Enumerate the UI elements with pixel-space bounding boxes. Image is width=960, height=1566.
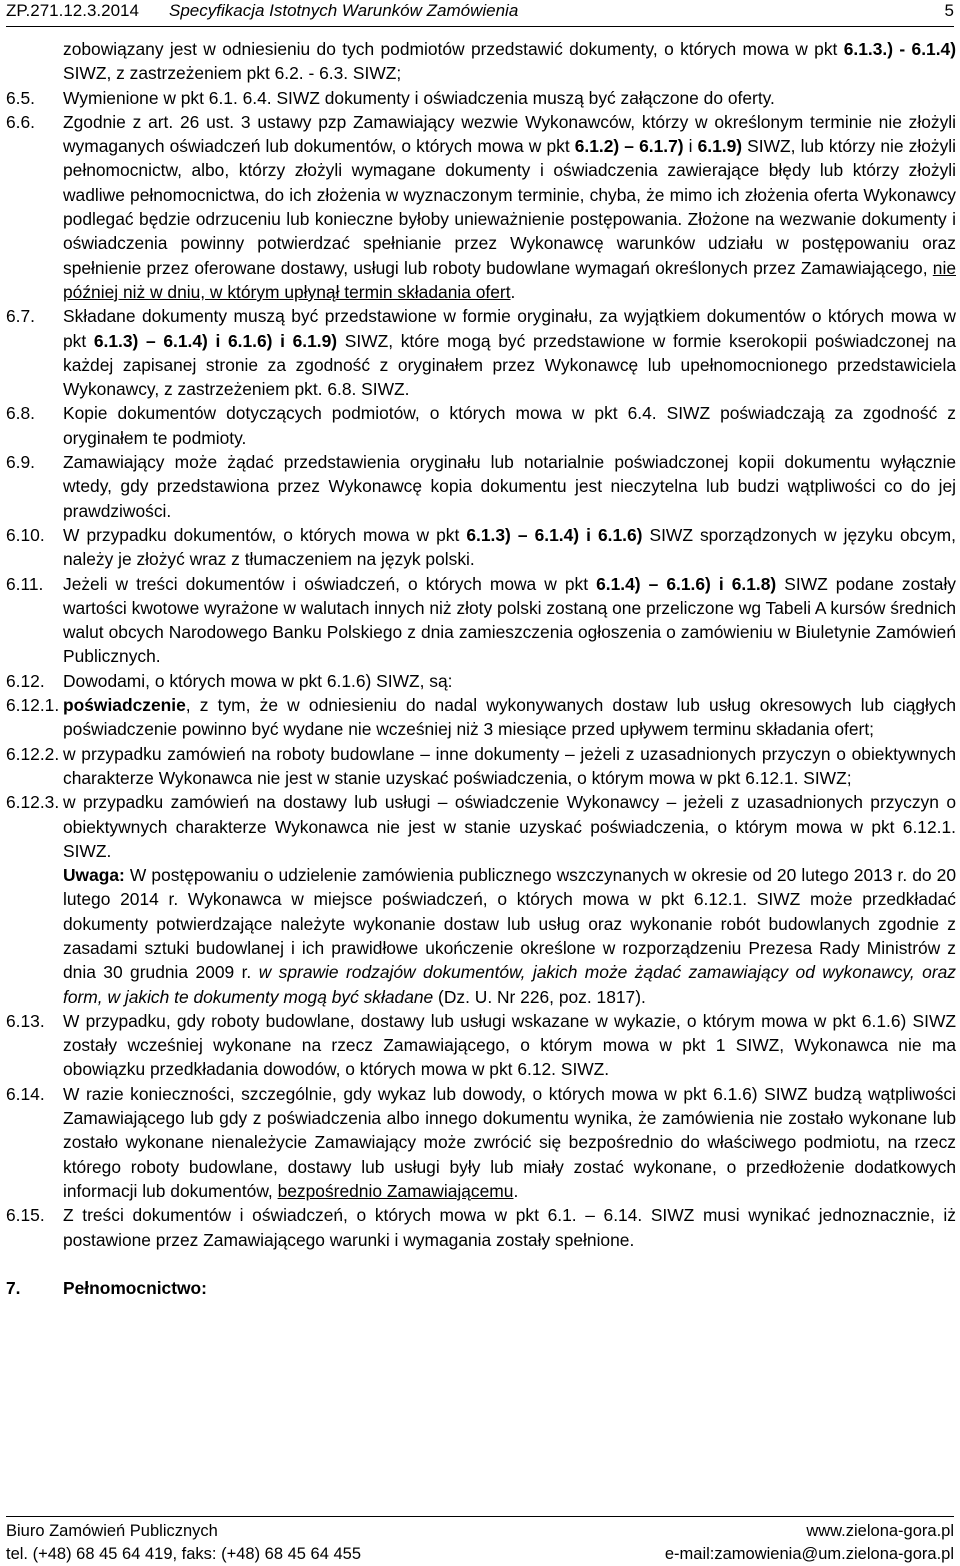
paragraph-number: 6.14. [6, 1083, 45, 1104]
document-paragraph [6, 669, 956, 693]
document-paragraph [6, 401, 956, 450]
document-paragraph [6, 1082, 956, 1203]
paragraph-number: 6.12.1. [6, 695, 60, 716]
document-reference: ZP.271.12.3.2014 [6, 1, 139, 20]
footer-office: Biuro Zamówień Publicznych [6, 1522, 218, 1540]
footer-website-link[interactable]: www.zielona-gora.pl [806, 1522, 954, 1540]
paragraph-number: 6.6. [6, 111, 36, 132]
section-heading [6, 1276, 956, 1300]
document-paragraph [6, 1009, 956, 1082]
paragraph-text: zobowiązany jest w odniesieniu do tych podmiotów przedstawić dokumenty, o których mowa w pkt 6.1.3.) - 6.1.4) SIWZ, z zastrzeżeniem pkt 6.2. - 6.3. SIWZ; [63, 39, 956, 84]
paragraph-text: Dowodami, o których mowa w pkt 6.1.6) SIWZ, są: [63, 670, 453, 691]
paragraph-text: Wymienione w pkt 6.1. 6.4. SIWZ dokumenty i oświadczenia muszą być załączone do oferty. [63, 87, 775, 108]
document-paragraph [6, 790, 956, 863]
document-paragraph [6, 523, 956, 572]
section-title: Pełnomocnictwo: [63, 1277, 207, 1298]
document-paragraph [6, 742, 956, 791]
footer-phone: tel. (+48) 68 45 64 419, faks: (+48) 68 45 64 455 [6, 1545, 361, 1563]
document-paragraph [6, 863, 956, 1009]
document-paragraph [6, 304, 956, 401]
paragraph-number: 6.13. [6, 1010, 45, 1031]
paragraph-text: Jeżeli w treści dokumentów i oświadczeń, o których mowa w pkt 6.1.4) – 6.1.6) i 6.1.8) SIWZ podane zostały wartości kwotowe wyrażone w walutach innych niż złoty polski zostaną one przeliczone wg Tabeli A kursów średnich walut obcych Narodowego Banku Polskiego z dnia zamieszczenia ogłoszenia o zamówieniu w Biuletynie Zamówień Publicznych. [63, 573, 956, 667]
page-footer [6, 1516, 954, 1563]
paragraph-text: Uwaga: W postępowaniu o udzielenie zamówienia publicznego wszczynanych w okresie od 20 lutego 2013 r. do 20 lutego 2014 r. Wykonawca w miejsce poświadczeń, o których mowa w pkt 6.12.1. SIWZ może przedkładać dokumenty potwierdzające należyte wykonanie dostaw lub usług oraz wykonanie robót budowlanych zgodnie z zasadami sztuki budowlanej i ich prawidłowe ukończenie określone w rozporządzeniu Prezesa Rady Ministrów z dnia 30 grudnia 2009 r. w sprawie rodzajów dokumentów, jakich może żądać zamawiający od wykonawcy, oraz form, w jakich te dokumenty mogą być składane (Dz. U. Nr 226, poz. 1817). [63, 865, 956, 1007]
paragraph-number: 6.12.2. [6, 743, 60, 764]
paragraph-number: 6.7. [6, 306, 36, 327]
document-paragraph [6, 693, 956, 742]
document-paragraph [6, 110, 956, 304]
paragraph-text: w przypadku zamówień na dostawy lub usługi – oświadczenie Wykonawcy – jeżeli z uzasadnionych przyczyn o obiektywnych charakterze Wykonawca nie jest w stanie uzyskać poświadczenia, o którym mowa w pkt 6.12.1. SIWZ. [63, 792, 956, 861]
paragraph-number: 6.12. [6, 670, 45, 691]
paragraph-text: Zgodnie z art. 26 ust. 3 ustawy pzp Zamawiający wezwie Wykonawców, którzy w określonym terminie nie złożyli wymaganych oświadczeń lub dokumentów, o których mowa w pkt 6.1.2) – 6.1.7) i 6.1.9) SIWZ, lub którzy nie złożyli pełnomocnictw, albo, którzy złożyli wymagane dokumenty i oświadczenia zawierające błędy lub którzy złożyli wadliwe pełnomocnictwa, do ich złożenia w wyznaczonym terminie, chyba, że mimo ich złożenia oferta Wykonawcy podlegać będzie odrzuceniu lub konieczne byłoby unieważnienie postępowania. Złożone na wezwanie dokumenty i oświadczenia powinny potwierdzać spełnianie przez Wykonawcę warunków udziału w postępowaniu oraz spełnienie przez oferowane dostawy, usługi lub roboty budowlane wymagań określonych przez Zamawiającego, nie później niż w dniu, w którym upłynął termin składania ofert. [63, 111, 956, 302]
paragraph-number: 6.15. [6, 1205, 45, 1226]
document-paragraph [6, 86, 956, 110]
paragraph-text: Kopie dokumentów dotyczących podmiotów, o których mowa w pkt 6.4. SIWZ poświadczają za zgodność z oryginałem te podmioty. [63, 403, 956, 448]
paragraph-number: 6.9. [6, 452, 36, 473]
paragraph-number: 6.10. [6, 524, 45, 545]
page-header [6, 0, 954, 27]
document-paragraph [6, 572, 956, 669]
paragraph-text: Składane dokumenty muszą być przedstawione w formie oryginału, za wyjątkiem dokumentów o których mowa w pkt 6.1.3) – 6.1.4) i 6.1.6) i 6.1.9) SIWZ, które mogą być przedstawione w formie kserokopii poświadczonej na każdej zapisanej stronie za zgodność z oryginałem przez Wykonawcę lub upełnomocnionego przedstawiciela Wykonawcy, z zastrzeżeniem pkt. 6.8. SIWZ. [63, 306, 956, 400]
paragraph-text: poświadczenie, z tym, że w odniesieniu do nadal wykonywanych dostaw lub usług okresowych lub ciągłych poświadczenie powinno być wydane nie wcześniej niż 3 miesiące przed upływem terminu składania ofert; [63, 695, 956, 740]
page-number: 5 [944, 1, 954, 20]
section-number: 7. [6, 1277, 21, 1298]
document-paragraph [6, 1203, 956, 1252]
document-title: Specyfikacja Istotnych Warunków Zamówienia [169, 1, 519, 20]
footer-email-link[interactable]: e-mail:zamowienia@um.zielona-gora.pl [664, 1545, 954, 1563]
paragraph-number: 6.5. [6, 87, 36, 108]
paragraph-number: 6.11. [6, 573, 44, 594]
document-paragraph [6, 450, 956, 523]
document-paragraph [6, 37, 956, 86]
paragraph-text: W przypadku, gdy roboty budowlane, dostawy lub usługi wskazane w wykazie, o którym mowa w pkt 6.1.6) SIWZ zostały wcześniej wykonane na rzecz Zamawiającego, o którym mowa w pkt 1 SIWZ, Wykonawca nie ma obowiązku przedkładania dowodów, o których mowa w pkt 6.12. SIWZ. [63, 1010, 956, 1080]
paragraph-text: W razie konieczności, szczególnie, gdy wykaz lub dowody, o których mowa w pkt 6.1.6) SIWZ budzą wątpliwości Zamawiającego lub gdy z poświadczenia albo innego dokumentu wynika, że zamówienia nie zostało wykonane lub zostało wykonane nienależycie Zamawiający może zwrócić się bezpośrednio do właściwego podmiotu, na rzecz którego roboty budowlane, dostawy lub usługi były lub miały zostać wykonane, o przedłożenie dodatkowych informacji lub dokumentów, bezpośrednio Zamawiającemu. [63, 1083, 956, 1201]
paragraph-text: W przypadku dokumentów, o których mowa w pkt 6.1.3) – 6.1.4) i 6.1.6) SIWZ sporządzonych w języku obcym, należy je złożyć wraz z tłumaczeniem na język polski. [63, 524, 956, 570]
paragraph-number: 6.8. [6, 403, 36, 424]
paragraph-text: Zamawiający może żądać przedstawienia oryginału lub notarialnie poświadczonej kopii dokumentu wyłącznie wtedy, gdy przedstawiona przez Wykonawcę kopia dokumentu jest nieczytelna lub budzi wątpliwości co do jej prawdziwości. [63, 452, 956, 521]
paragraph-number: 6.12.3. [6, 792, 60, 813]
paragraph-text: Z treści dokumentów i oświadczeń, o których mowa w pkt 6.1. – 6.14. SIWZ musi wynikać jednoznacznie, iż postawione przez Zamawiającego warunki i wymagania zostały spełnione. [63, 1205, 956, 1250]
document-body [6, 37, 956, 1300]
paragraph-text: w przypadku zamówień na roboty budowlane – inne dokumenty – jeżeli z uzasadnionych przyczyn o obiektywnych charakterze Wykonawca nie jest w stanie uzyskać poświadczenia, o którym mowa w pkt 6.12.1. SIWZ; [63, 743, 956, 788]
section-gap [6, 1252, 956, 1276]
